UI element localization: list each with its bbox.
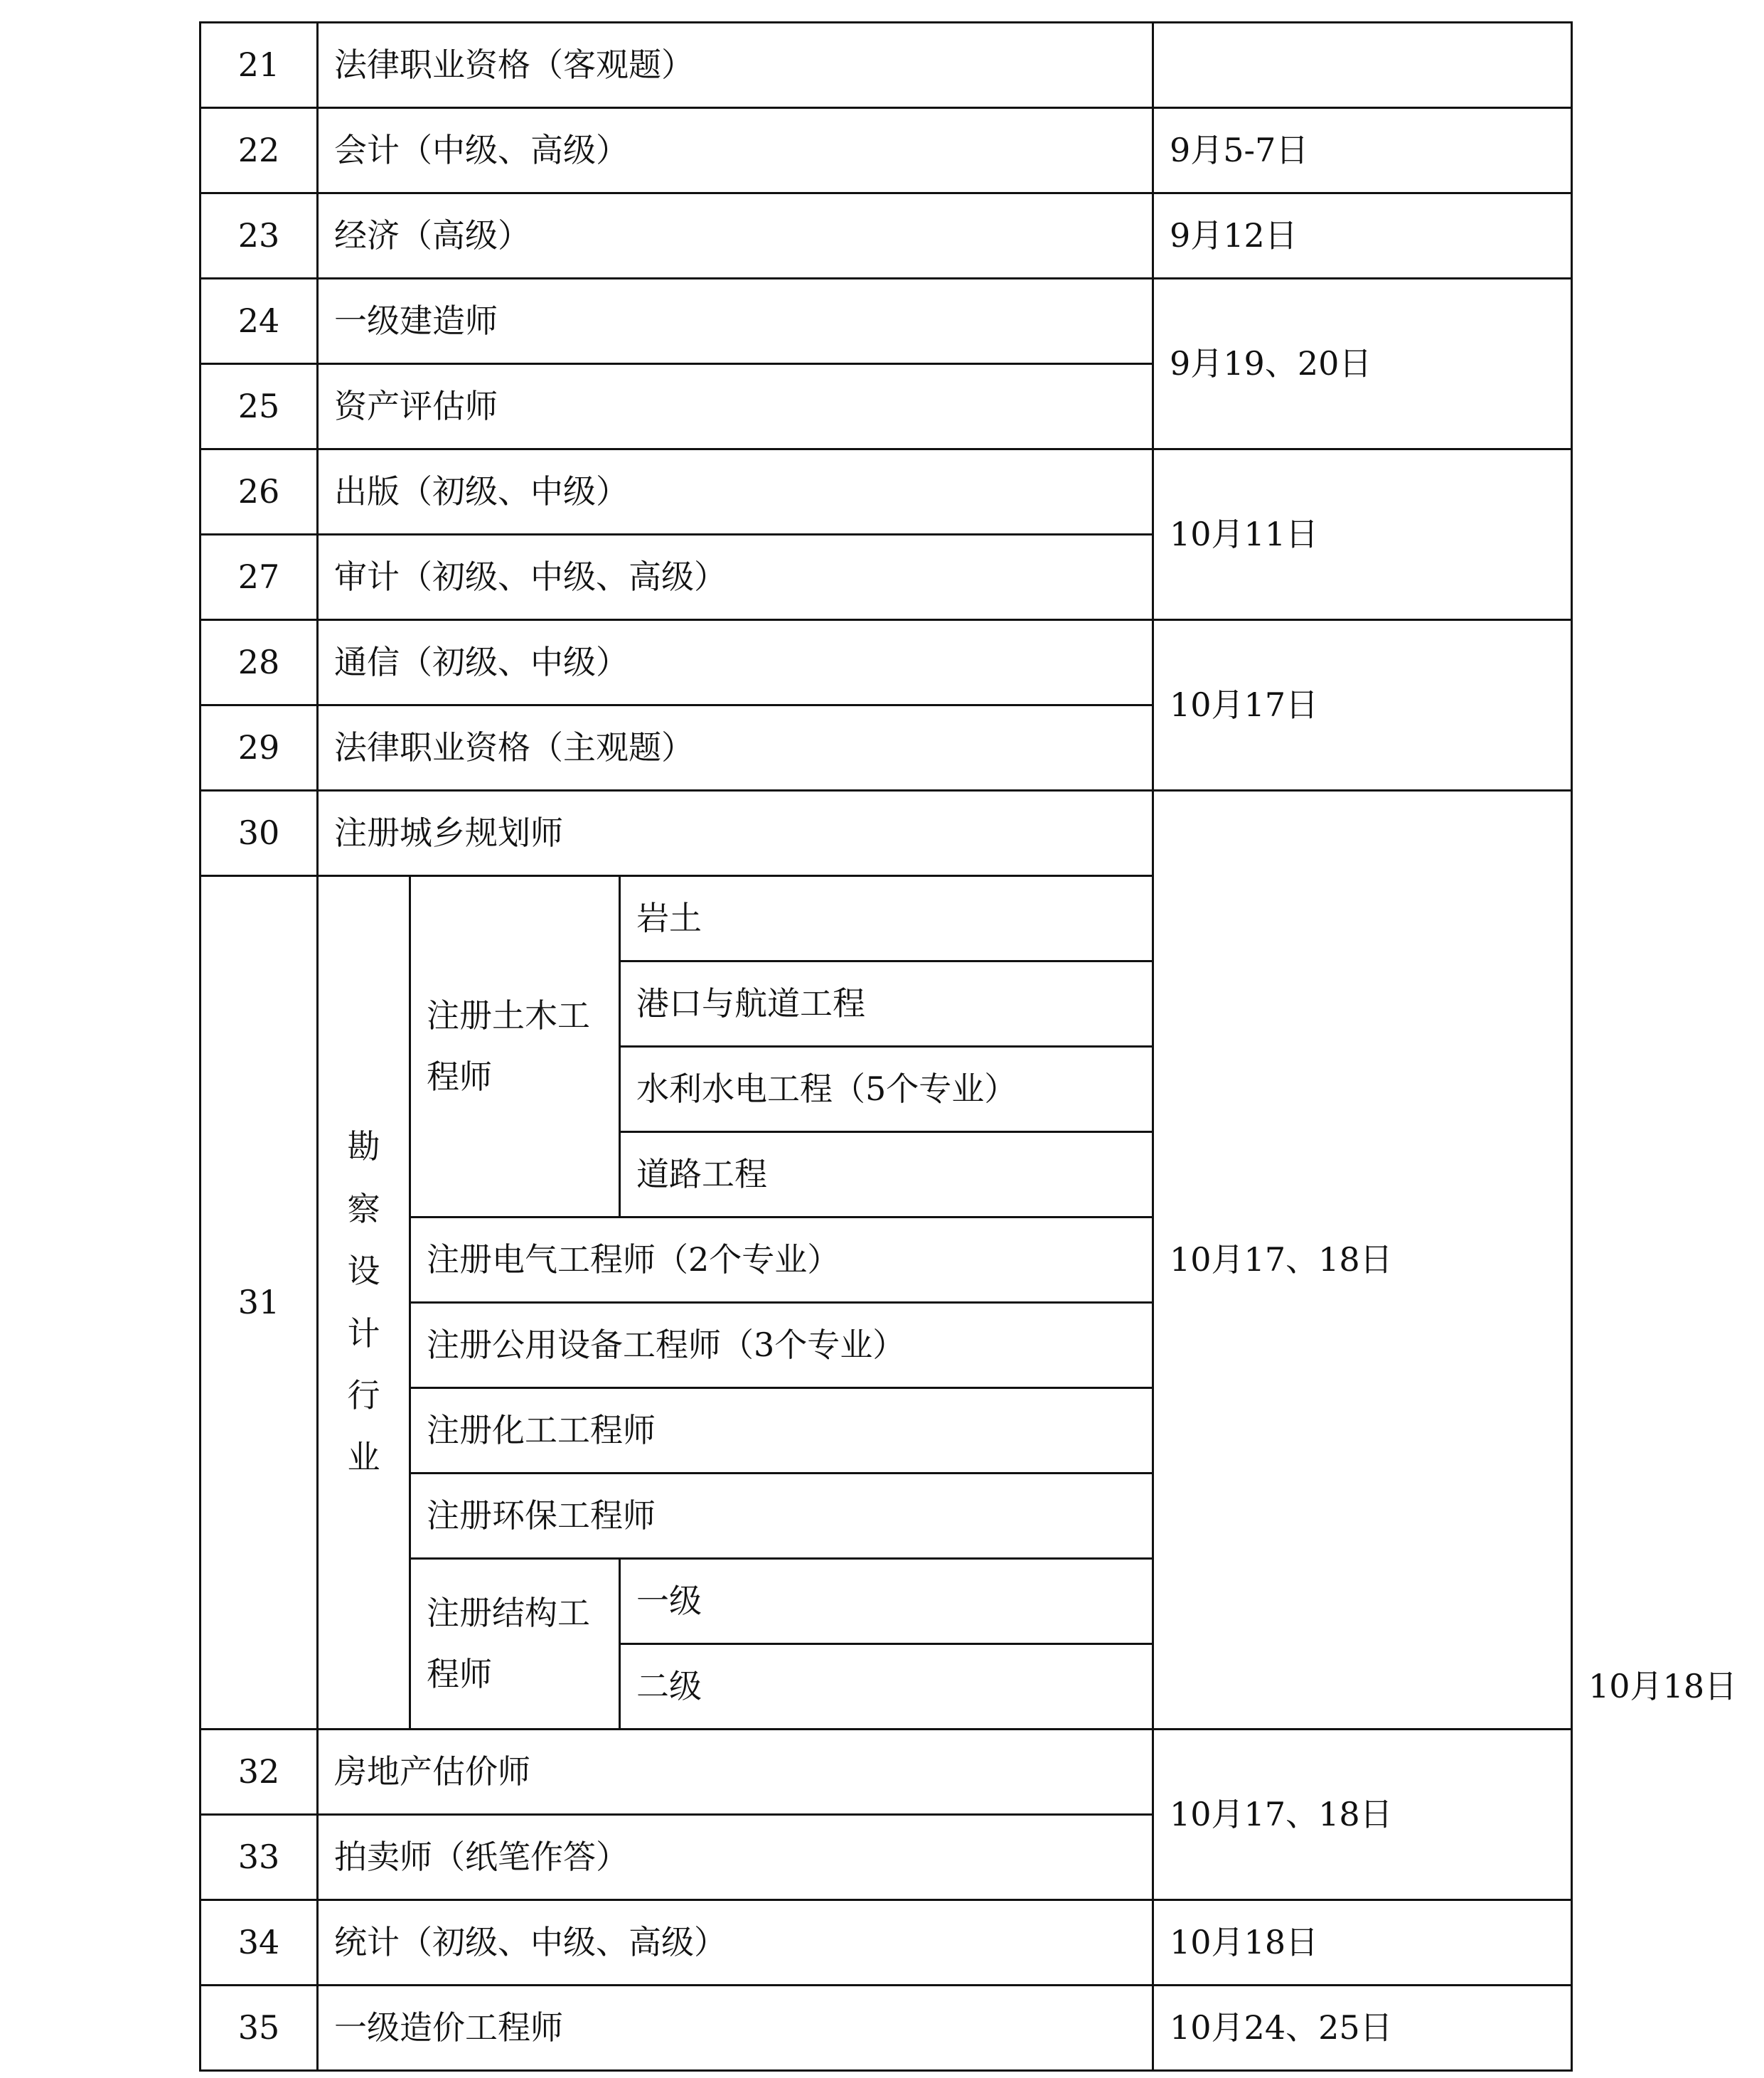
- exam-name: 出版（初级、中级）: [318, 449, 1153, 535]
- row-number: 23: [201, 193, 318, 279]
- exam-name: 港口与航道工程: [620, 961, 1153, 1047]
- table-row: [201, 279, 1572, 364]
- exam-name: 二级: [620, 1644, 1153, 1730]
- exam-date: 10月17、18日: [1153, 791, 1572, 1730]
- row-number: 29: [201, 705, 318, 791]
- exam-name: 资产评估师: [318, 364, 1153, 449]
- row-number: 31: [201, 876, 318, 1730]
- exam-date: 9月5-7日: [1153, 108, 1572, 193]
- table-row: 二级 10月18日: [201, 1644, 1572, 1730]
- industry-label: 勘察设计行业: [318, 876, 410, 1730]
- exam-name: 通信（初级、中级）: [318, 620, 1153, 705]
- exam-name: 注册城乡规划师: [318, 791, 1153, 876]
- exam-name: 法律职业资格（客观题）: [318, 23, 1153, 108]
- exam-date: [1153, 23, 1572, 108]
- table-row: [201, 791, 1572, 876]
- table-row: [201, 193, 1572, 279]
- exam-name: 法律职业资格（主观题）: [318, 705, 1153, 791]
- table-row: [201, 620, 1572, 705]
- table-row: [201, 108, 1572, 193]
- table-row: [201, 23, 1572, 108]
- row-number: 21: [201, 23, 318, 108]
- row-number: 33: [201, 1815, 318, 1900]
- row-number: 26: [201, 449, 318, 535]
- exam-date: 10月24、25日: [1153, 1986, 1572, 2071]
- exam-date: 10月17日: [1153, 620, 1572, 791]
- exam-name: 统计（初级、中级、高级）: [318, 1900, 1153, 1986]
- exam-name: 房地产估价师: [318, 1730, 1153, 1815]
- table-row: [201, 1900, 1572, 1986]
- table-row: [201, 1730, 1572, 1815]
- exam-name: 注册化工工程师: [410, 1388, 1153, 1474]
- exam-date: 10月11日: [1153, 449, 1572, 620]
- exam-name: 水利水电工程（5个专业）: [620, 1047, 1153, 1132]
- row-number: 28: [201, 620, 318, 705]
- table-row: [201, 1986, 1572, 2071]
- exam-date: 9月19、20日: [1153, 279, 1572, 449]
- row-number: 22: [201, 108, 318, 193]
- civil-engineer-label: 注册土木工程师: [410, 876, 620, 1218]
- exam-name: 注册公用设备工程师（3个专业）: [410, 1303, 1153, 1388]
- exam-name: 经济（高级）: [318, 193, 1153, 279]
- exam-date: 10月17、18日: [1153, 1730, 1572, 1900]
- exam-name: 一级: [620, 1559, 1153, 1644]
- exam-name: 岩土: [620, 876, 1153, 961]
- exam-name: 审计（初级、中级、高级）: [318, 535, 1153, 620]
- table-row: [201, 449, 1572, 535]
- exam-schedule-table: [199, 21, 1738, 2072]
- exam-name: 一级建造师: [318, 279, 1153, 364]
- row-number: 34: [201, 1900, 318, 1986]
- row-number: 35: [201, 1986, 318, 2071]
- row-number: 30: [201, 791, 318, 876]
- row-number: 32: [201, 1730, 318, 1815]
- row-number: 25: [201, 364, 318, 449]
- exam-name: 注册电气工程师（2个专业）: [410, 1218, 1153, 1303]
- exam-name: 拍卖师（纸笔作答）: [318, 1815, 1153, 1900]
- exam-name: 一级造价工程师: [318, 1986, 1153, 2071]
- exam-name: 会计（中级、高级）: [318, 108, 1153, 193]
- row-number: 24: [201, 279, 318, 364]
- exam-date: 9月12日: [1153, 193, 1572, 279]
- structural-engineer-label: 注册结构工程师: [410, 1559, 620, 1730]
- exam-date: 10月18日: [1153, 1900, 1572, 1986]
- row-number: 27: [201, 535, 318, 620]
- exam-name: 注册环保工程师: [410, 1474, 1153, 1559]
- exam-name: 道路工程: [620, 1132, 1153, 1218]
